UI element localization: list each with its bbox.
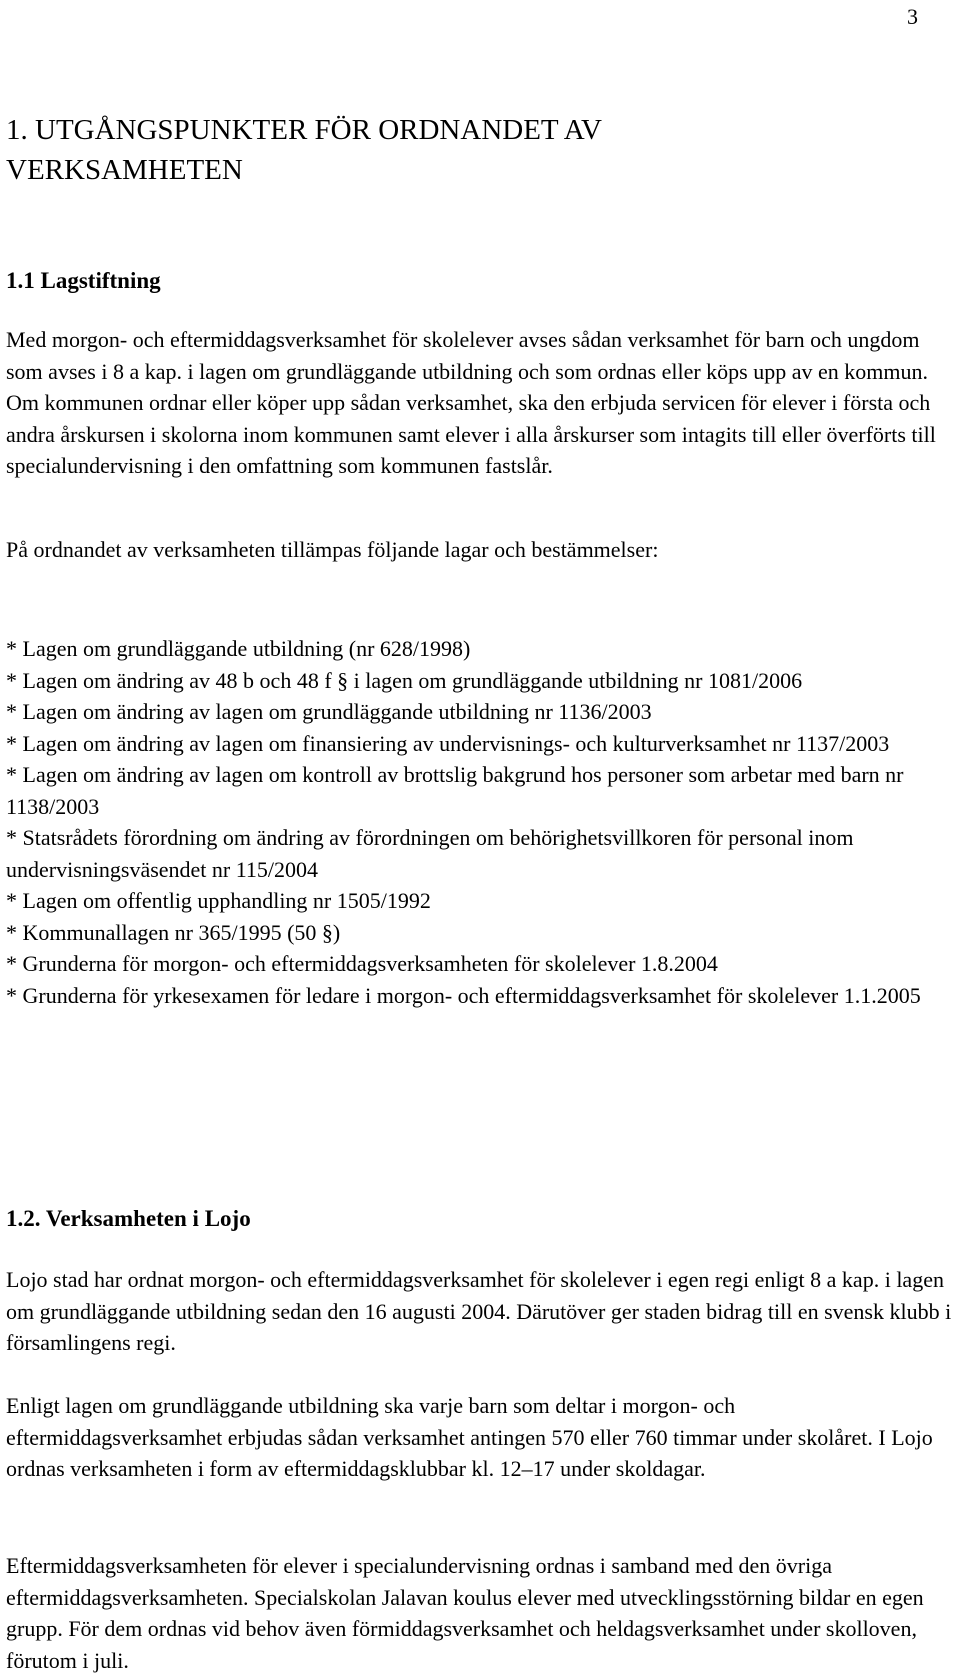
list-item: * Lagen om ändring av lagen om kontroll av brottslig bakgrund hos personer som arbetar med barn nr 1138/2003 <box>6 762 904 819</box>
paragraph-laws-intro: På ordnandet av verksamheten tillämpas följande lagar och bestämmelser: <box>6 537 659 562</box>
paragraph-definition: Med morgon- och eftermiddagsverksamhet för skolelever avses sådan verksamhet för barn och ungdom som avses i 8 a kap. i lagen om grundläggande utbildning och som ordnas eller köps upp av en kommun. Om kommunen ordnar eller köper upp sådan verksamhet, ska den erbjuda servicen för elever i första och andra årskursen i skolorna inom kommunen samt elever i alla årskurser som intagits till eller överförts till specialundervisning i den omfattning som kommunen fastslår. <box>6 327 936 478</box>
list-item: * Statsrådets förordning om ändring av förordningen om behörighetsvillkoren för personal inom undervisningsväsendet nr 115/2004 <box>6 825 854 882</box>
list-item: * Grunderna för yrkesexamen för ledare i morgon- och eftermiddagsverksamhet för skolelever 1.1.2005 <box>6 982 921 1008</box>
paragraph-lojo-history: Lojo stad har ordnat morgon- och eftermiddagsverksamhet för skolelever i egen regi enligt 8 a kap. i lagen om grundläggande utbildning sedan den 16 augusti 2004. Därutöver ger staden bidrag till en svensk klubb i församlingens regi. <box>6 1267 952 1355</box>
list-item: * Lagen om offentlig upphandling nr 1505/1992 <box>6 888 431 913</box>
paragraph-hours: Enligt lagen om grundläggande utbildning ska varje barn som deltar i morgon- och eftermiddagsverksamhet erbjudas sådan verksamhet antingen 570 eller 760 timmar under skolåret. I Lojo ordnas verksamheten i form av eftermiddagsklubbar kl. 12–17 under skoldagar. <box>6 1393 933 1481</box>
paragraph-special-education: Eftermiddagsverksamheten för elever i specialundervisning ordnas i samband med den övriga eftermiddagsverksamheten. Specialskolan Jalavan koulus elever med utvecklingsstörning bildar en egen grupp. För dem ordnas vid behov även förmiddagsverksamhet och heldagsverksamhet under skolloven, förutom i juli. <box>6 1553 924 1673</box>
list-item: * Lagen om ändring av lagen om finansiering av undervisnings- och kulturverksamhet nr 1137/2003 <box>6 730 890 756</box>
list-item: * Lagen om ändring av 48 b och 48 f § i lagen om grundläggande utbildning nr 1081/2006 <box>6 667 803 693</box>
list-item: * Grunderna för morgon- och eftermiddagsverksamheten för skolelever 1.8.2004 <box>6 951 718 976</box>
list-item: * Lagen om grundläggande utbildning (nr 628/1998) <box>6 636 471 661</box>
section-heading-lojo: 1.2. Verksamheten i Lojo <box>6 1206 251 1231</box>
laws-list <box>6 633 956 1011</box>
page-number: 3 <box>907 4 918 29</box>
list-item: * Kommunallagen nr 365/1995 (50 §) <box>6 919 341 945</box>
chapter-heading: 1. UTGÅNGSPUNKTER FÖR ORDNANDET AV VERKSAMHETEN <box>6 114 602 186</box>
list-item: * Lagen om ändring av lagen om grundläggande utbildning nr 1136/2003 <box>6 699 652 724</box>
section-heading-lagstiftning: 1.1 Lagstiftning <box>6 268 161 293</box>
